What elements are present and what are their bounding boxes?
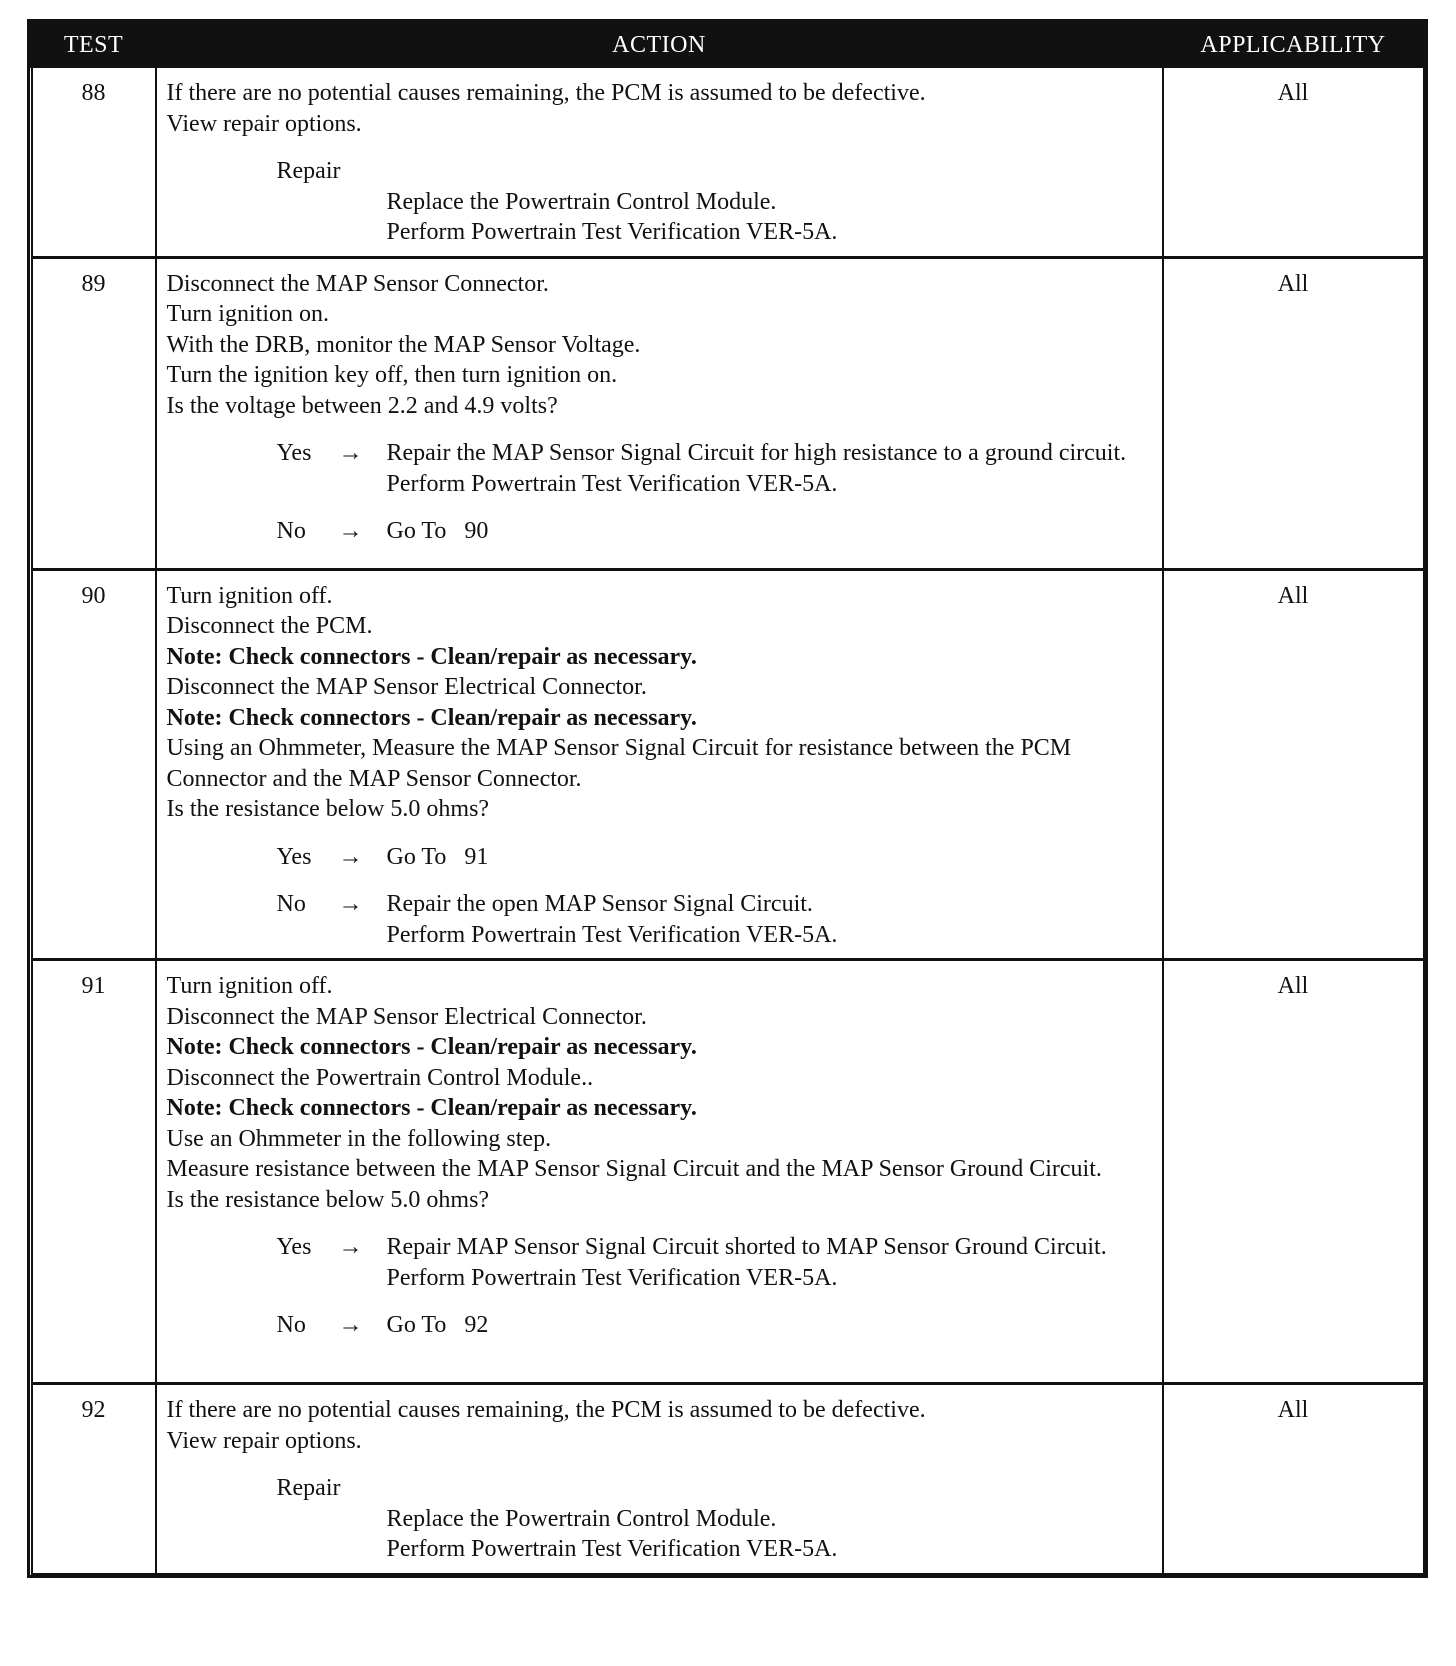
test-number: 89 xyxy=(32,257,156,569)
branch-result-line: Go To 90 xyxy=(386,518,489,544)
table-row xyxy=(32,67,1424,258)
applicability-value: All xyxy=(1163,257,1424,569)
action-line: Turn ignition on. xyxy=(166,301,329,327)
action-line: Is the resistance below 5.0 ohms? xyxy=(166,796,490,822)
action-cell xyxy=(156,1384,1163,1574)
no-branch xyxy=(167,1310,1154,1341)
yes-branch xyxy=(167,842,1154,873)
action-line: Disconnect the PCM. xyxy=(166,613,373,639)
table-row xyxy=(32,569,1424,960)
yes-branch xyxy=(167,438,1154,499)
repair-line: Replace the Powertrain Control Module. xyxy=(386,188,777,215)
action-line: Disconnect the MAP Sensor Electrical Connector. xyxy=(166,1003,647,1030)
arrow-right-icon: → xyxy=(338,1312,363,1338)
action-line: Measure resistance between the MAP Sensor Signal Circuit and the MAP Sensor Ground Circuit. xyxy=(166,1156,1102,1182)
action-line: Disconnect the Powertrain Control Module.. xyxy=(166,1064,594,1091)
no-label: No xyxy=(276,518,306,544)
action-line: With the DRB, monitor the MAP Sensor Voltage. xyxy=(166,331,641,358)
header-action: ACTION xyxy=(156,24,1163,67)
repair-line: Perform Powertrain Test Verification VER-5A. xyxy=(386,1536,838,1562)
no-branch xyxy=(167,516,1154,547)
test-number: 88 xyxy=(32,67,156,258)
action-cell xyxy=(156,257,1163,569)
test-number: 91 xyxy=(32,960,156,1384)
note-line: Note: Check connectors - Clean/repair as necessary. xyxy=(166,643,697,670)
action-line: View repair options. xyxy=(166,110,362,137)
note-line: Note: Check connectors - Clean/repair as necessary. xyxy=(166,1095,697,1121)
yes-label: Yes xyxy=(276,1234,312,1260)
action-cell xyxy=(156,569,1163,960)
action-line: Turn the ignition key off, then turn ignition on. xyxy=(166,362,618,388)
action-line: Use an Ohmmeter in the following step. xyxy=(166,1125,552,1152)
diagnostic-test-table-page xyxy=(30,22,1422,1575)
branch-result-line: Perform Powertrain Test Verification VER-5A. xyxy=(386,921,838,948)
note-line: Note: Check connectors - Clean/repair as necessary. xyxy=(166,704,697,731)
action-line: Turn ignition off. xyxy=(166,582,333,609)
arrow-right-icon: → xyxy=(338,891,363,917)
branch-result-line: Repair the MAP Sensor Signal Circuit for high resistance to a ground circuit. xyxy=(386,440,1127,466)
note-line: Note: Check connectors - Clean/repair as necessary. xyxy=(166,1034,697,1060)
action-line: If there are no potential causes remaining, the PCM is assumed to be defective. xyxy=(166,80,926,106)
repair-label: Repair xyxy=(276,1475,341,1501)
action-cell xyxy=(156,960,1163,1384)
table-row xyxy=(32,1384,1424,1574)
test-number: 90 xyxy=(32,569,156,960)
diagnostic-test-table xyxy=(30,22,1425,1575)
action-line: Disconnect the MAP Sensor Electrical Connector. xyxy=(166,674,647,700)
action-line: Turn ignition off. xyxy=(166,973,333,999)
repair-line: Perform Powertrain Test Verification VER-5A. xyxy=(386,219,838,245)
arrow-right-icon: → xyxy=(338,440,363,466)
table-row xyxy=(32,257,1424,569)
applicability-value: All xyxy=(1163,1384,1424,1574)
no-branch xyxy=(167,889,1154,950)
action-line: Is the resistance below 5.0 ohms? xyxy=(166,1186,490,1213)
applicability-value: All xyxy=(1163,569,1424,960)
action-line: If there are no potential causes remaining, the PCM is assumed to be defective. xyxy=(166,1397,926,1423)
no-label: No xyxy=(276,1312,306,1338)
repair-line: Replace the Powertrain Control Module. xyxy=(386,1505,777,1532)
branch-result-line: Go To 91 xyxy=(386,843,489,870)
action-line: Using an Ohmmeter, Measure the MAP Sensor Signal Circuit for resistance between the PCM Connector and the MAP Sensor Connector. xyxy=(166,735,1072,792)
applicability-value: All xyxy=(1163,67,1424,258)
branch-result-line: Repair MAP Sensor Signal Circuit shorted to MAP Sensor Ground Circuit. xyxy=(386,1234,1107,1260)
branch-result-line: Go To 92 xyxy=(386,1312,489,1338)
table-header xyxy=(32,24,1424,67)
header-test: TEST xyxy=(32,24,156,67)
header-applicability: APPLICABILITY xyxy=(1163,24,1424,67)
yes-label: Yes xyxy=(276,843,312,870)
yes-label: Yes xyxy=(276,440,312,466)
applicability-value: All xyxy=(1163,960,1424,1384)
action-line: View repair options. xyxy=(166,1427,362,1454)
table-row xyxy=(32,960,1424,1384)
branch-result-line: Repair the open MAP Sensor Signal Circuit. xyxy=(386,891,813,917)
action-cell xyxy=(156,67,1163,258)
repair-label: Repair xyxy=(276,158,341,184)
action-line: Disconnect the MAP Sensor Connector. xyxy=(166,270,549,297)
no-label: No xyxy=(276,891,306,917)
arrow-right-icon: → xyxy=(338,518,363,544)
branch-result-line: Perform Powertrain Test Verification VER-5A. xyxy=(386,470,838,497)
test-number: 92 xyxy=(32,1384,156,1574)
action-line: Is the voltage between 2.2 and 4.9 volts? xyxy=(166,392,558,419)
arrow-right-icon: → xyxy=(338,843,363,870)
arrow-right-icon: → xyxy=(338,1234,363,1260)
branch-result-line: Perform Powertrain Test Verification VER-5A. xyxy=(386,1264,838,1291)
yes-branch xyxy=(167,1232,1154,1293)
